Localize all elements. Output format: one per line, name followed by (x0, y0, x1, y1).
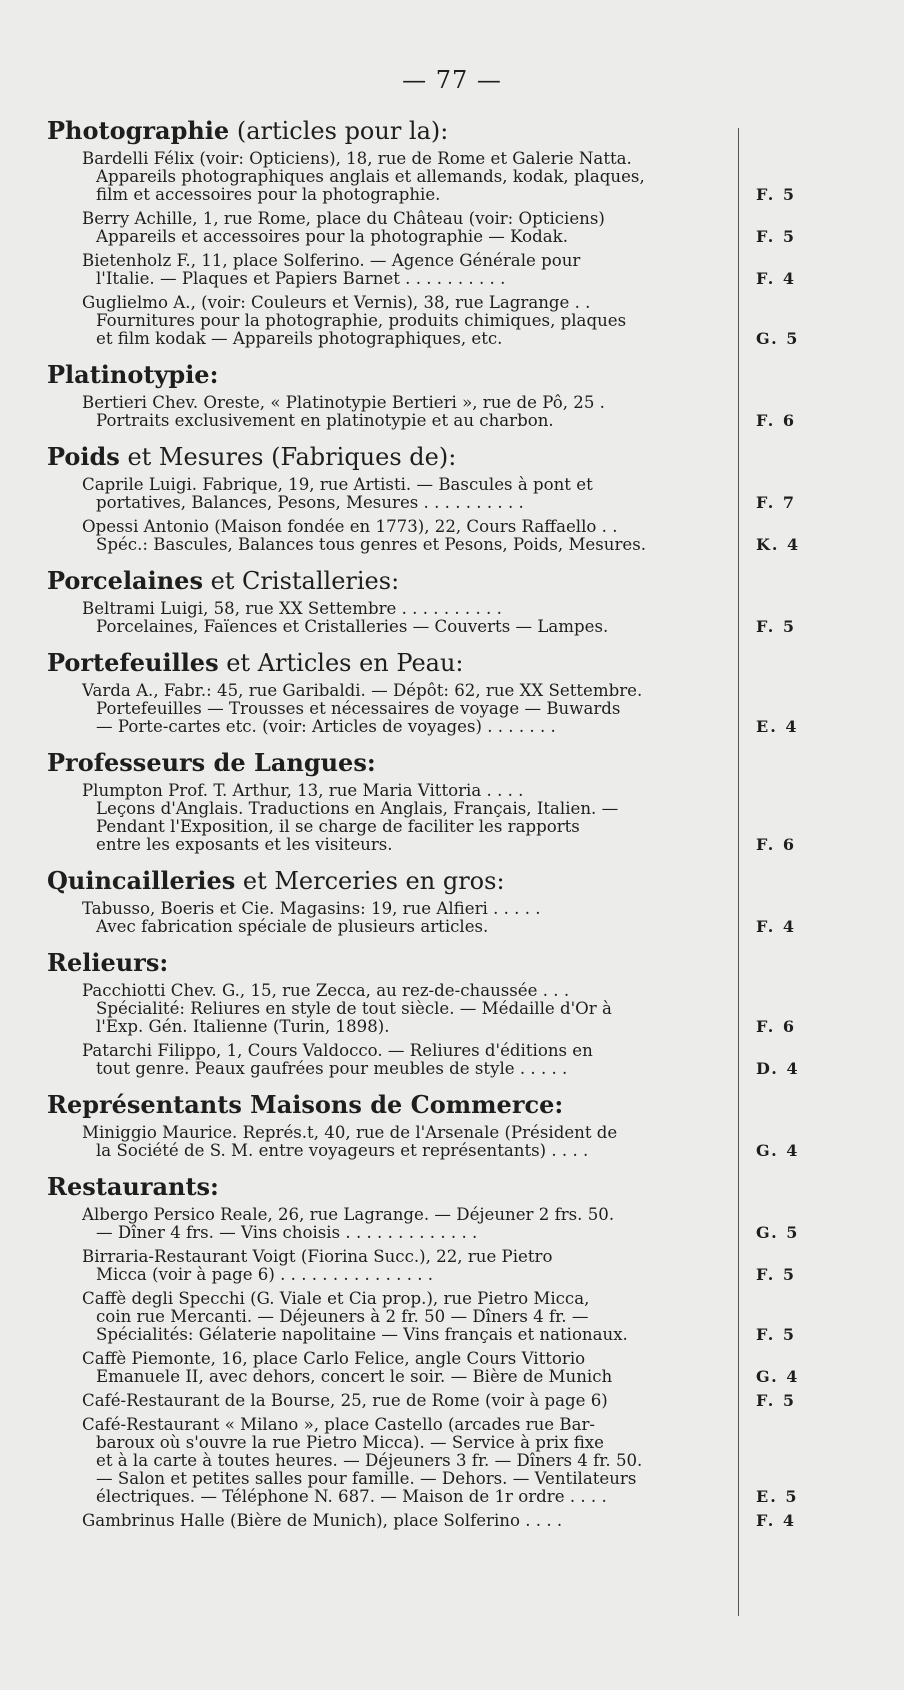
entry-text (82, 150, 732, 204)
entry-description-line: l'Italie. — Plaques et Papiers Barnet . . . . . . . . . . (96, 269, 506, 288)
directory-entry (0, 1042, 904, 1078)
section-title (47, 566, 737, 596)
section-title-main: Représentants Maisons de Commerce: (47, 1090, 564, 1119)
entry-name-line: Miniggio Maurice. Représ.t, 40, rue de l'Arsenale (Président de (82, 1123, 618, 1142)
entry-name-line: Berry Achille, 1, rue Rome, place du Château (voir: Opticiens) (82, 209, 605, 228)
directory-entry (0, 210, 904, 246)
section (0, 1090, 904, 1172)
map-grid-reference: F. 6 (756, 1017, 797, 1036)
entry-name-line: Bardelli Félix (voir: Opticiens), 18, rue de Rome et Galerie Natta. (82, 149, 632, 168)
directory-entry (0, 1248, 904, 1284)
entry-description-line: — Dîner 4 frs. — Vins choisis . . . . . . . . . . . . . (96, 1223, 478, 1242)
entry-name-line: Beltrami Luigi, 58, rue XX Settembre . . . . . . . . . . (82, 599, 502, 618)
section-title-main: Photographie (47, 116, 230, 145)
entry-name-line: Opessi Antonio (Maison fondée en 1773), 22, Cours Raffaello . . (82, 517, 618, 536)
entry-description-line: et film kodak — Appareils photographiques, etc. (96, 329, 503, 348)
entry-description-line: entre les exposants et les visiteurs. (96, 835, 393, 854)
entry-text (82, 682, 732, 736)
directory-entry (0, 518, 904, 554)
directory-entry (0, 252, 904, 288)
directory-entry (0, 682, 904, 736)
directory-entry (0, 1124, 904, 1160)
map-grid-reference: G. 4 (756, 1367, 800, 1386)
section-title-main: Professeurs de Langues: (47, 748, 376, 777)
map-grid-reference: F. 4 (756, 269, 797, 288)
map-grid-reference: D. 4 (756, 1059, 800, 1078)
entry-name-line: Caffè Piemonte, 16, place Carlo Felice, angle Cours Vittorio (82, 1349, 586, 1368)
section (0, 360, 904, 442)
entry-description-line: Spécialité: Reliures en style de tout siècle. — Médaille d'Or à (96, 999, 612, 1018)
entry-description-line: et à la carte à toutes heures. — Déjeuners 3 fr. — Dîners 4 fr. 50. (96, 1451, 643, 1470)
entry-description-line: la Société de S. M. entre voyageurs et représentants) . . . . (96, 1141, 589, 1160)
map-grid-reference: G. 5 (756, 329, 800, 348)
directory-entry (0, 476, 904, 512)
map-grid-reference: G. 4 (756, 1141, 800, 1160)
map-grid-reference: K. 4 (756, 535, 801, 554)
section (0, 442, 904, 566)
entry-description-line: Avec fabrication spéciale de plusieurs articles. (96, 917, 489, 936)
map-grid-reference: E. 5 (756, 1487, 799, 1506)
entry-name-line: Birraria-Restaurant Voigt (Fiorina Succ.), 22, rue Pietro (82, 1247, 553, 1266)
directory-entry (0, 150, 904, 204)
section-title (47, 442, 737, 472)
section (0, 748, 904, 866)
section-title-main: Portefeuilles (47, 648, 219, 677)
section-title-rest: et Merceries en gros: (235, 867, 505, 895)
entry-text (82, 900, 732, 936)
entry-description-line: tout genre. Peaux gaufrées pour meubles de style . . . . . (96, 1059, 568, 1078)
entry-name-line: Albergo Persico Reale, 26, rue Lagrange. — Déjeuner 2 frs. 50. (82, 1205, 615, 1224)
directory-entry (0, 1392, 904, 1410)
section-title-main: Platinotypie: (47, 360, 219, 389)
entry-text (82, 476, 732, 512)
directory-entry (0, 1350, 904, 1386)
entry-name-line: Pacchiotti Chev. G., 15, rue Zecca, au rez-de-chaussée . . . (82, 981, 570, 1000)
map-grid-reference: F. 4 (756, 917, 797, 936)
section-title-main: Poids (47, 442, 120, 471)
entry-name-line: Plumpton Prof. T. Arthur, 13, rue Maria Vittoria . . . . (82, 781, 524, 800)
entry-description-line: coin rue Mercanti. — Déjeuners à 2 fr. 50 — Dîners 4 fr. — (96, 1307, 589, 1326)
entry-description-line: Appareils et accessoires pour la photographie — Kodak. (96, 227, 568, 246)
entry-text (82, 252, 732, 288)
entry-description-line: baroux où s'ouvre la rue Pietro Micca). — Service à prix fixe (96, 1433, 604, 1452)
directory-entry (0, 294, 904, 348)
map-grid-reference: F. 5 (756, 617, 797, 636)
entry-description-line: Pendant l'Exposition, il se charge de faciliter les rapports (96, 817, 580, 836)
entry-text (82, 1392, 732, 1410)
section-title (47, 866, 737, 896)
page-number: — 77 — (402, 66, 502, 94)
section (0, 566, 904, 648)
section-title (47, 748, 737, 778)
map-grid-reference: F. 5 (756, 227, 797, 246)
entry-text (82, 1350, 732, 1386)
entry-description-line: Spécialités: Gélaterie napolitaine — Vins français et nationaux. (96, 1325, 628, 1344)
entry-text (82, 518, 732, 554)
entry-description-line: Appareils photographiques anglais et allemands, kodak, plaques, (96, 167, 645, 186)
entry-name-line: Caprile Luigi. Fabrique, 19, rue Artisti. — Bascules à pont et (82, 475, 593, 494)
entry-text (82, 1290, 732, 1344)
entry-name-line: Tabusso, Boeris et Cie. Magasins: 19, rue Alfieri . . . . . (82, 899, 541, 918)
entry-text (82, 982, 732, 1036)
section-title-rest: et Articles en Peau: (218, 649, 464, 677)
directory-entry (0, 1416, 904, 1506)
entry-description-line: Leçons d'Anglais. Traductions en Anglais, Français, Italien. — (96, 799, 619, 818)
entry-name-line: Café-Restaurant « Milano », place Castello (arcades rue Bar- (82, 1415, 596, 1434)
section (0, 116, 904, 360)
entry-description-line: Porcelaines, Faïences et Cristalleries — Couverts — Lampes. (96, 617, 609, 636)
entry-description-line: — Porte-cartes etc. (voir: Articles de voyages) . . . . . . . (96, 717, 556, 736)
map-grid-reference: F. 6 (756, 411, 797, 430)
entry-text (82, 1042, 732, 1078)
entry-description-line: l'Exp. Gén. Italienne (Turin, 1898). (96, 1017, 390, 1036)
section (0, 948, 904, 1090)
entry-text (82, 1416, 732, 1506)
entry-name-line: Varda A., Fabr.: 45, rue Garibaldi. — Dépôt: 62, rue XX Settembre. (82, 681, 643, 700)
entry-description-line: portatives, Balances, Pesons, Mesures . . . . . . . . . . (96, 493, 524, 512)
entry-text (82, 210, 732, 246)
entry-text (82, 394, 732, 430)
entry-description-line: — Salon et petites salles pour famille. — Dehors. — Ventilateurs (96, 1469, 637, 1488)
section-title (47, 948, 737, 978)
map-grid-reference: E. 4 (756, 717, 799, 736)
map-grid-reference: F. 5 (756, 1391, 797, 1410)
entry-text (82, 1512, 732, 1530)
directory-entry (0, 900, 904, 936)
section-title-main: Quincailleries (47, 866, 236, 895)
entry-text (82, 294, 732, 348)
entry-description-line: électriques. — Téléphone N. 687. — Maison de 1r ordre . . . . (96, 1487, 607, 1506)
map-grid-reference: G. 5 (756, 1223, 800, 1242)
directory-entry (0, 782, 904, 854)
section-title-main: Relieurs: (47, 948, 169, 977)
directory-content (0, 116, 904, 1542)
section-title (47, 360, 737, 390)
entry-name-line: Caffè degli Specchi (G. Viale et Cia prop.), rue Pietro Micca, (82, 1289, 590, 1308)
entry-name-line: Guglielmo A., (voir: Couleurs et Vernis), 38, rue Lagrange . . (82, 293, 591, 312)
map-grid-reference: F. 5 (756, 1265, 797, 1284)
entry-text (82, 600, 732, 636)
entry-description-line: Fournitures pour la photographie, produits chimiques, plaques (96, 311, 627, 330)
entry-description-line: Spéc.: Bascules, Balances tous genres et Pesons, Poids, Mesures. (96, 535, 646, 554)
entry-description-line: film et accessoires pour la photographie. (96, 185, 441, 204)
map-grid-reference: F. 5 (756, 1325, 797, 1344)
section-gap (0, 1536, 904, 1542)
section-title-rest: et Mesures (Fabriques de): (119, 443, 457, 471)
section-title-rest: et Cristalleries: (202, 567, 400, 595)
section-title-main: Restaurants: (47, 1172, 219, 1201)
entry-text (82, 782, 732, 854)
entry-name-line: Bietenholz F., 11, place Solferino. — Agence Générale pour (82, 251, 581, 270)
section-title (47, 648, 737, 678)
directory-entry (0, 1512, 904, 1530)
entry-description-line: Emanuele II, avec dehors, concert le soir. — Bière de Munich (96, 1367, 613, 1386)
map-grid-reference: F. 5 (756, 185, 797, 204)
entry-text (82, 1206, 732, 1242)
entry-name-line: Patarchi Filippo, 1, Cours Valdocco. — Reliures d'éditions en (82, 1041, 593, 1060)
section-title (47, 1172, 737, 1202)
entry-description-line: Micca (voir à page 6) . . . . . . . . . . . . . . . (96, 1265, 434, 1284)
map-grid-reference: F. 4 (756, 1511, 797, 1530)
entry-name-line: Café-Restaurant de la Bourse, 25, rue de Rome (voir à page 6) (82, 1391, 608, 1410)
entry-description-line: Portraits exclusivement en platinotypie et au charbon. (96, 411, 554, 430)
entry-text (82, 1248, 732, 1284)
section-title (47, 1090, 737, 1120)
directory-entry (0, 1206, 904, 1242)
directory-entry (0, 982, 904, 1036)
section (0, 648, 904, 748)
entry-name-line: Gambrinus Halle (Bière de Munich), place Solferino . . . . (82, 1511, 563, 1530)
section (0, 866, 904, 948)
directory-entry (0, 1290, 904, 1344)
directory-entry (0, 600, 904, 636)
section-title-rest: (articles pour la): (229, 117, 449, 145)
section-title (47, 116, 737, 146)
entry-text (82, 1124, 732, 1160)
section-title-main: Porcelaines (47, 566, 203, 595)
map-grid-reference: F. 6 (756, 835, 797, 854)
section (0, 1172, 904, 1542)
entry-name-line: Bertieri Chev. Oreste, « Platinotypie Bertieri », rue de Pô, 25 . (82, 393, 605, 412)
map-grid-reference: F. 7 (756, 493, 797, 512)
entry-description-line: Portefeuilles — Trousses et nécessaires de voyage — Buwards (96, 699, 621, 718)
directory-entry (0, 394, 904, 430)
